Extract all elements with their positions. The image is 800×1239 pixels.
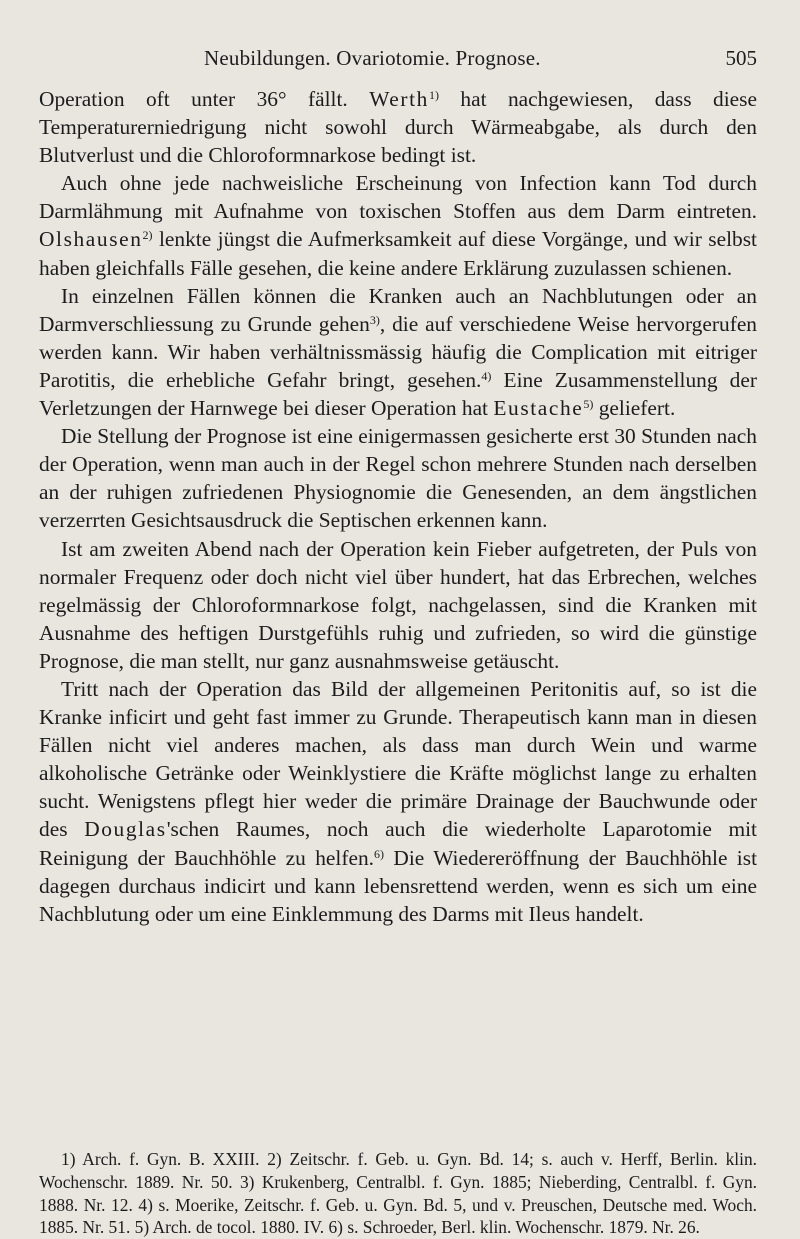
text-run: Die Stellung der Prognose ist eine einigermassen gesicherte erst 30 Stunden nach der Operation, wenn man auch in der Regel schon mehrere Stunden nach derselben an der ruhigen zufriedenen Physiognomie die Genesenden, an dem ängstlichen verzerrten Gesichtsausdruck die Septischen erkennen kann. xyxy=(39,424,757,533)
text-run: , die auf verschiedene Weise hervorgerufen werden kann. Wir haben verhältnissmässig häufig die Complication mit eitriger Parotitis, die erhebliche Gefahr bringt, gesehen. xyxy=(39,311,758,392)
text-run: Die Wiedereröffnung der Bauchhöhle ist dagegen durchaus indicirt und kann lebensrettend werden, wenn es sich um eine Nachblutung oder um eine Einklemmung des Darms mit Ileus handelt. xyxy=(39,845,758,926)
paragraph xyxy=(39,282,757,422)
paragraph xyxy=(39,422,757,534)
text-run: Ist am zweiten Abend nach der Operation kein Fieber aufgetreten, der Puls von normaler Frequenz oder doch nicht viel über hundert, hat das Erbrechen, welches regelmässig der Chloroformnarkose folgt, nachgelassen, sind die Kranken mit Ausnahme des heftigen Durstgefühls ruhig und zufrieden, so wird die günstige Prognose, die man stellt, nur ganz ausnahmsweise getäuscht. xyxy=(39,536,757,673)
footnote-ref: 1) xyxy=(428,88,439,102)
paragraph xyxy=(39,169,757,281)
footnote-text: 1) Arch. f. Gyn. B. XXIII. 2) Zeitschr. f. Geb. u. Gyn. Bd. 14; s. auch v. Herff, Berlin. klin. Wochenschr. 1889. Nr. 50. 3) Krukenberg, Centralbl. f. Gyn. 1885; Nieberding, Centralbl. f. Gyn. 1888. Nr. 12. 4) s. Moerike, Zeitschr. f. Geb. u. Gyn. Bd. 5, und v. Preuschen, Deutsche med. Woch. 1885. Nr. 51. 5) Arch. de tocol. 1880. IV. 6) s. Schroeder, Berl. klin. Wochenschr. 1879. Nr. 26. xyxy=(39,1149,757,1238)
author-name: Eustache xyxy=(493,396,584,421)
footnote-ref: 5) xyxy=(583,397,594,412)
author-name: Olshausen xyxy=(39,227,143,252)
text-run: hat nachgewiesen, dass diese Temperaturerniedrigung nicht sowohl durch Wärmeabgabe, als durch den Blutverlust und die Chloroformnarkose bedingt ist. xyxy=(39,87,757,168)
paragraph xyxy=(39,85,757,169)
footnote-ref: 2) xyxy=(142,228,153,243)
text-run: Operation oft unter 36° fällt. xyxy=(39,87,370,111)
author-name: Werth xyxy=(369,87,429,111)
paragraph xyxy=(39,535,757,675)
footnote-ref: 4) xyxy=(481,368,492,383)
author-name: Douglas xyxy=(84,817,167,842)
footnotes xyxy=(39,1148,757,1239)
footnote-ref: 6) xyxy=(374,846,385,861)
page-number: 505 xyxy=(725,46,757,70)
text-run: geliefert. xyxy=(593,396,676,421)
text-run: Auch ohne jede nachweisliche Erscheinung von Infection kann Tod durch Darmlähmung mit Aufnahme von toxischen Stoffen aus dem Darm eintreten. xyxy=(39,171,757,224)
text-run: In einzelnen Fällen können die Kranken auch an Nachblutungen oder an Darmverschliessung zu Grunde gehen xyxy=(39,283,757,336)
footnote-ref: 3) xyxy=(369,312,380,327)
text-run: Eine Zusammenstellung der Verletzungen der Harnwege bei dieser Operation hat xyxy=(39,367,757,421)
paragraph xyxy=(39,675,757,928)
text-run: lenkte jüngst die Aufmerksamkeit auf diese Vorgänge, und wir selbst haben gleichfalls Fälle gesehen, die keine andere Erklärung zuzulassen schienen. xyxy=(39,227,757,280)
running-title: Neubildungen. Ovariotomie. Prognose. xyxy=(204,46,541,70)
body-text xyxy=(39,85,757,928)
text-run: 'schen Raumes, noch auch die wiederholte Laparotomie mit Reinigung der Bauchhöhle zu helfen. xyxy=(39,817,757,870)
text-run: Tritt nach der Operation das Bild der allgemeinen Peritonitis auf, so ist die Kranke inficirt und geht fast immer zu Grunde. Therapeutisch kann man in diesen Fällen nicht viel anderes machen, als dass man durch Wein und warme alkoholische Getränke oder Weinklystiere die Kräfte möglichst lange zu erhalten sucht. Wenigstens pflegt hier weder die primäre Drainage der Bauchwunde oder des xyxy=(39,676,757,842)
running-head xyxy=(39,46,757,76)
